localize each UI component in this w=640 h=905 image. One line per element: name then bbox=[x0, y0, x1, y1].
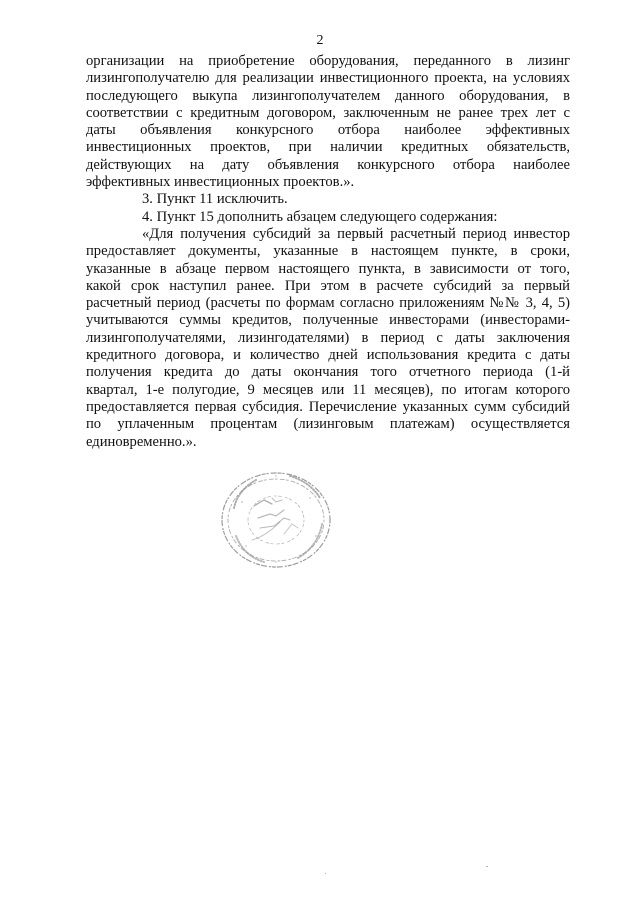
text-line: последующего выкупа лизингополучателем данного оборудования, в bbox=[86, 87, 570, 104]
text-line: единовременно.». bbox=[86, 433, 197, 450]
document-body bbox=[86, 53, 570, 451]
text-line: 3. Пункт 11 исключить. bbox=[142, 191, 288, 208]
text-line: квартал, 1-е полугодие, 9 месяцев или 11 месяцев), по итогам которого bbox=[86, 381, 570, 398]
text-line: лизингополучателю для реализации инвестиционного проекта, на условиях bbox=[86, 70, 570, 87]
text-line: предоставляется первая субсидия. Перечисление указанных сумм субсидий bbox=[86, 398, 570, 415]
text-line: учитываются суммы кредитов, полученные инвесторами (инвесторами- bbox=[86, 312, 570, 329]
text-line: эффективных инвестиционных проектов.». bbox=[86, 174, 355, 191]
text-line: получения кредита до даты окончания того отчетного периода (1-й bbox=[86, 364, 570, 381]
text-line: даты объявления конкурсного отбора наиболее эффективных bbox=[86, 122, 570, 139]
text-line: указанные в абзаце первом настоящего пункта, в зависимости от того, bbox=[86, 260, 570, 277]
text-line: кредитного договора, и количество дней использования кредита с даты bbox=[86, 347, 570, 364]
text-line: «Для получения субсидий за первый расчетный период инвестор bbox=[142, 225, 570, 242]
text-line: какой срок наступил ранее. При этом в расчете субсидий за первый bbox=[86, 277, 570, 294]
page-number: 2 bbox=[316, 33, 324, 48]
text-line: соответствии с кредитным договором, заключенным не ранее трех лет с bbox=[86, 104, 570, 121]
text-line: 4. Пункт 15 дополнить абзацем следующего содержания: bbox=[142, 208, 498, 225]
text-line: по уплаченным процентам (лизинговым платежам) осуществляется bbox=[86, 416, 570, 433]
text-line: организации на приобретение оборудования, переданного в лизинг bbox=[86, 53, 570, 69]
text-line: лизингополучателями, лизингодателями) в период с даты заключения bbox=[86, 329, 570, 346]
text-line: инвестиционных проектов, при наличии кредитных обязательств, bbox=[86, 139, 570, 156]
official-seal-stamp-icon bbox=[212, 462, 340, 582]
text-line: расчетный период (расчеты по формам согласно приложениям №№ 3, 4, 5) bbox=[86, 295, 570, 312]
text-line: действующих на дату объявления конкурсного отбора наиболее bbox=[86, 156, 570, 173]
text-line: предоставляет документы, указанные в настоящем пункте, в сроки, bbox=[86, 243, 570, 260]
